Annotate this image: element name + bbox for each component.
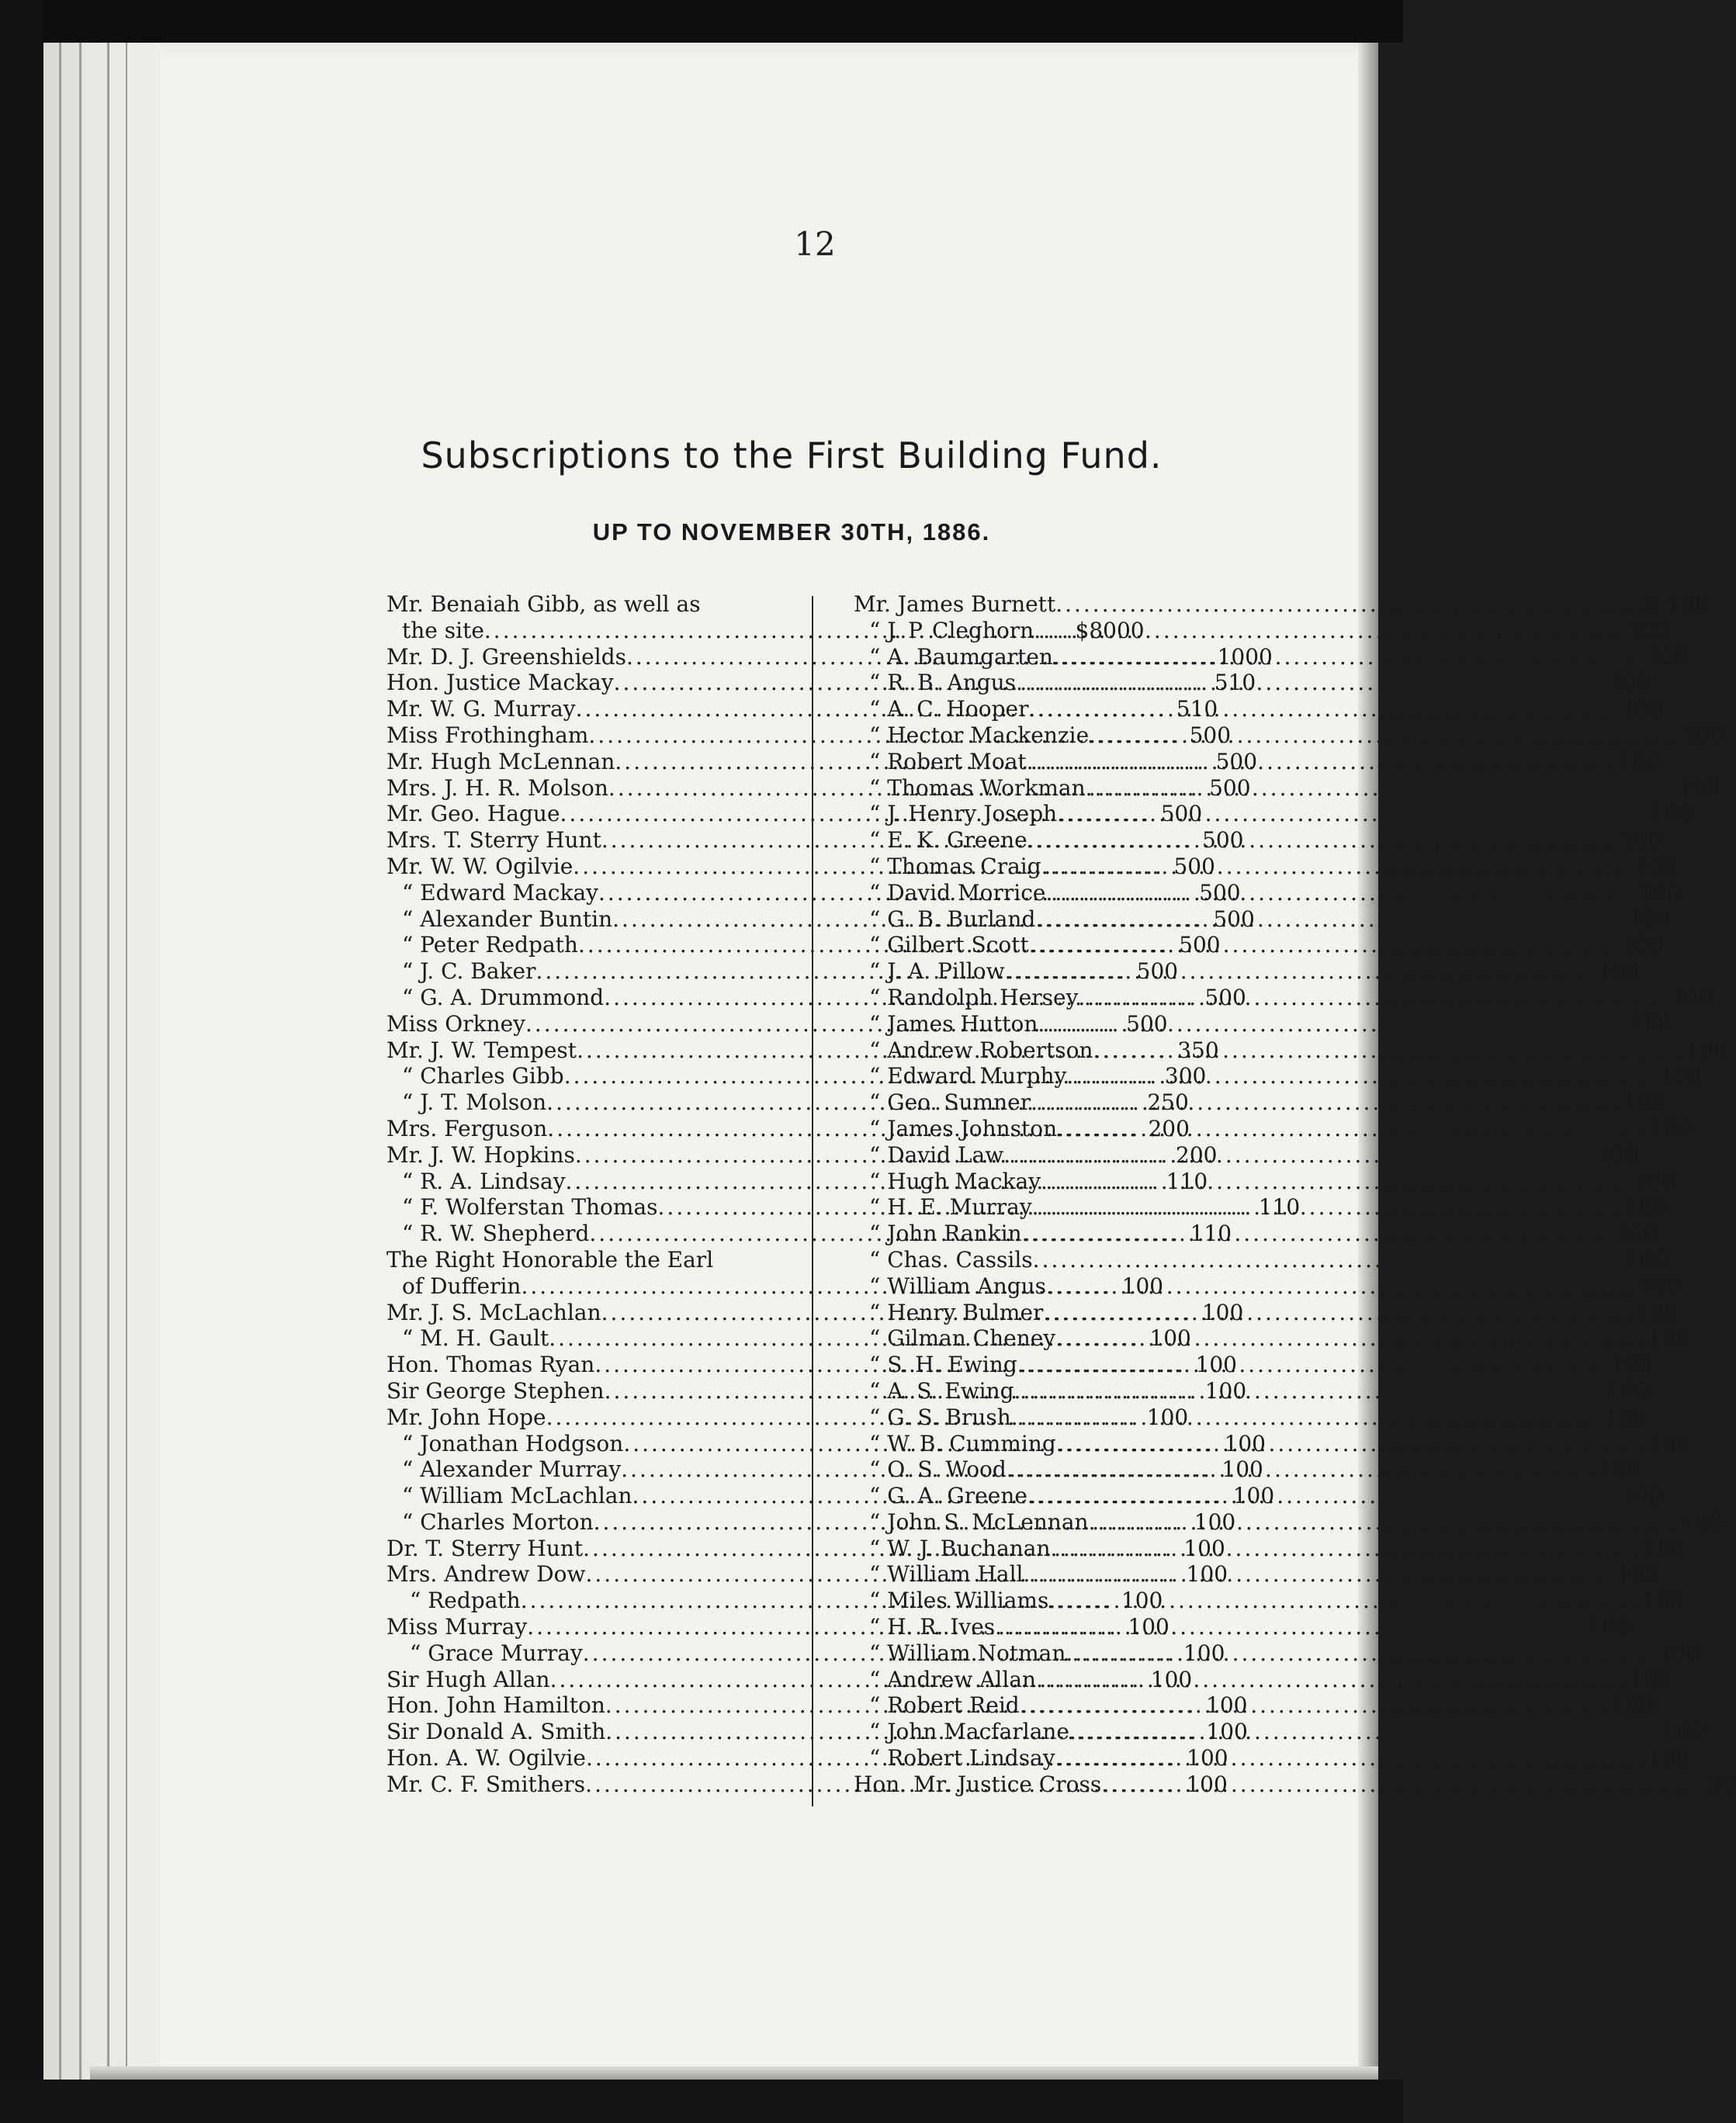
gutter-line bbox=[79, 43, 81, 2083]
dot-leader bbox=[1078, 985, 1669, 1011]
page-title: Subscriptions to the First Building Fund. bbox=[421, 435, 1163, 476]
subscription-amount: 350 bbox=[1177, 1037, 1219, 1063]
subscriber-name: “ Hector Mackenzie bbox=[869, 722, 1090, 748]
subscription-row bbox=[854, 1010, 1672, 1037]
subscription-amount: 100 bbox=[1621, 932, 1664, 958]
dot-leader bbox=[1003, 1142, 1595, 1169]
subscriber-name: Hon. A. W. Ogilvie bbox=[386, 1745, 586, 1771]
subscriber-name: “ Redpath bbox=[410, 1588, 521, 1614]
subscriber-name: Sir Hugh Allan bbox=[386, 1666, 550, 1692]
subscription-amount: 100 bbox=[1194, 1508, 1236, 1535]
dot-leader bbox=[1041, 854, 1633, 880]
subscription-amount: 110 bbox=[1258, 1194, 1301, 1221]
scan-border-top bbox=[0, 0, 1403, 43]
subscription-amount: 250 bbox=[1147, 1089, 1189, 1116]
subscription-row bbox=[854, 1640, 1700, 1667]
subscriber-name: “ G. A. Greene bbox=[869, 1483, 1027, 1509]
subscription-amount: 100 bbox=[1201, 1299, 1244, 1325]
dot-leader bbox=[1029, 932, 1620, 958]
subscriber-name: Hon. Thomas Ryan bbox=[386, 1352, 595, 1378]
subscription-amount: 100 bbox=[1121, 1273, 1164, 1299]
subscriber-name: Mr. John Hope bbox=[386, 1404, 546, 1430]
subscription-row bbox=[854, 932, 1664, 958]
subscription-amount: 100 bbox=[1634, 853, 1676, 879]
subscriber-name: “ Robert Lindsay bbox=[869, 1745, 1055, 1771]
dot-leader bbox=[1055, 1745, 1647, 1771]
dot-leader bbox=[1027, 1483, 1619, 1509]
subscriber-name: “ R. B. Angus bbox=[869, 670, 1017, 696]
subscription-row bbox=[854, 1692, 1655, 1719]
dot-leader bbox=[1014, 1378, 1606, 1404]
subscription-amount: 100 bbox=[1221, 1456, 1263, 1483]
subscriber-name: Sir Donald A. Smith bbox=[386, 1719, 606, 1745]
subscription-amount: 500 bbox=[1173, 853, 1215, 879]
subscription-amount: 100 bbox=[1620, 1483, 1662, 1509]
dot-leader bbox=[1005, 958, 1596, 985]
subscription-amount: 100 bbox=[1627, 617, 1668, 643]
subscriber-name: “ Andrew Robertson bbox=[869, 1037, 1093, 1063]
subscription-amount: 100 bbox=[1658, 1640, 1700, 1666]
subscription-amount: 1000 bbox=[1217, 643, 1273, 670]
dot-leader bbox=[1089, 722, 1680, 749]
subscription-row bbox=[854, 1719, 1704, 1745]
subscriber-name: “ A. Baumgarten bbox=[869, 643, 1053, 670]
dot-leader bbox=[1051, 1536, 1642, 1562]
dot-leader bbox=[1055, 591, 1647, 618]
subscription-row bbox=[854, 1508, 1724, 1536]
subscription-amount: 100 bbox=[1610, 1352, 1652, 1378]
subscriber-name: “ Andrew Allan bbox=[869, 1666, 1037, 1692]
dot-leader bbox=[1101, 1771, 1693, 1798]
subscription-row bbox=[854, 1404, 1646, 1431]
subscription-amount: 100 bbox=[1619, 748, 1662, 774]
subscription-row bbox=[854, 1037, 1728, 1064]
dot-leader bbox=[1036, 1667, 1627, 1693]
dot-leader bbox=[1089, 1509, 1680, 1536]
subscriber-name: Mr. J. W. Hopkins bbox=[386, 1141, 575, 1168]
subscriber-name: “ G. A. Drummond bbox=[402, 984, 605, 1010]
subscription-amount: 500 bbox=[1209, 774, 1251, 801]
subscriber-name: “ Thomas Craig bbox=[869, 853, 1041, 879]
subscription-amount: 100 bbox=[1606, 1377, 1649, 1404]
scan-border-left bbox=[0, 0, 43, 2123]
subscriber-name: “ E. K. Greene bbox=[869, 827, 1027, 854]
subscription-amount: 100 bbox=[1224, 1430, 1266, 1456]
dot-leader bbox=[1007, 1456, 1598, 1483]
subscription-amount: 300 bbox=[1164, 1063, 1207, 1089]
subscription-row bbox=[854, 958, 1640, 985]
subscription-row bbox=[854, 1168, 1675, 1195]
subscription-amount: 100 bbox=[1659, 1063, 1701, 1089]
dot-leader bbox=[1056, 1431, 1648, 1457]
dot-leader bbox=[1041, 1169, 1632, 1195]
subscription-amount: 100 bbox=[1183, 1535, 1225, 1561]
subscription-amount: 100 bbox=[1628, 906, 1670, 932]
subscription-amount: 510 bbox=[1176, 696, 1218, 722]
subscriber-name: Mrs. J. H. R. Molson bbox=[386, 774, 608, 801]
dot-leader bbox=[1053, 644, 1644, 670]
subscription-amount: 100 bbox=[1646, 643, 1688, 670]
subscription-amount: 100 bbox=[1616, 1561, 1658, 1588]
subscriber-name: of Dufferin bbox=[402, 1273, 521, 1299]
subscriber-name: Mr. Benaiah Gibb, as well as bbox=[386, 591, 701, 617]
dot-leader bbox=[1086, 775, 1677, 802]
subscription-amount: 100 bbox=[1638, 879, 1681, 906]
subscription-amount: 500 bbox=[1215, 748, 1258, 774]
subscription-amount: 100 bbox=[1648, 1745, 1690, 1771]
subscription-row bbox=[854, 696, 1664, 722]
subscriber-name: Mr. Hugh McLennan bbox=[386, 748, 615, 774]
subscriber-name: Miss Orkney bbox=[386, 1010, 525, 1037]
subscription-row bbox=[854, 1273, 1681, 1300]
dot-leader bbox=[1043, 1300, 1634, 1326]
subscription-amount: 500 bbox=[1204, 984, 1246, 1010]
subscriber-name: “ William Angus bbox=[869, 1273, 1047, 1299]
page-gutter bbox=[43, 43, 160, 2083]
dot-leader bbox=[1038, 1011, 1629, 1037]
dot-leader bbox=[995, 1614, 1586, 1640]
subscriber-name: “ Thomas Workman bbox=[869, 774, 1086, 801]
subscriber-name: Mrs. Ferguson bbox=[386, 1115, 548, 1141]
subscription-amount: 100 bbox=[1662, 1719, 1704, 1745]
subscription-amount: 500 bbox=[1202, 827, 1244, 854]
subscription-amount: 100 bbox=[1639, 1273, 1681, 1299]
subscriber-name: Mr. D. J. Greenshields bbox=[386, 643, 626, 670]
subscription-row bbox=[854, 853, 1676, 880]
subscription-amount: 100 bbox=[1620, 827, 1662, 854]
subscription-amount: 100 bbox=[1596, 1141, 1638, 1168]
subscription-row bbox=[854, 617, 1668, 644]
subscription-amount: 100 bbox=[1588, 1614, 1630, 1640]
subscription-amount: 200 bbox=[1176, 1141, 1218, 1168]
subscription-amount: 500 bbox=[1179, 932, 1221, 958]
subscriber-name: “ Gilman Cheney bbox=[869, 1325, 1056, 1352]
subscriber-name: “ G. S. Brush bbox=[869, 1404, 1011, 1430]
subscription-row bbox=[854, 1614, 1630, 1640]
subscriber-name: “ Edward Mackay bbox=[402, 879, 598, 906]
subscriber-name: The Right Honorable the Earl bbox=[386, 1246, 714, 1273]
subscriber-name: “ Peter Redpath bbox=[402, 932, 578, 958]
subscription-amount: 100 bbox=[1636, 1299, 1679, 1325]
dot-leader bbox=[1024, 1561, 1615, 1588]
subscriber-name: “ J. C. Baker bbox=[402, 958, 536, 985]
subscriber-name: “ Geo. Sumner bbox=[869, 1089, 1031, 1116]
subscription-amount: 100 bbox=[1629, 1666, 1671, 1692]
subscription-row bbox=[854, 1352, 1652, 1378]
subscription-amount: 100 bbox=[1146, 1404, 1189, 1430]
subscription-amount: 100 bbox=[1599, 1456, 1641, 1483]
subscription-amount: $ 100 bbox=[1646, 591, 1709, 617]
subscriber-name: “ Charles Morton bbox=[402, 1508, 594, 1535]
subscriber-name: “ Grace Murray bbox=[410, 1640, 583, 1666]
subscription-amount: 100 bbox=[1623, 1089, 1665, 1116]
subscriber-name: Hon. Justice Mackay bbox=[386, 670, 614, 696]
dot-leader bbox=[1035, 906, 1627, 933]
subscription-row bbox=[854, 1561, 1658, 1588]
subscriber-name: “ Randolph Hersey bbox=[869, 984, 1079, 1010]
subscription-amount: 100 bbox=[1597, 958, 1640, 985]
subscription-amount: 100 bbox=[1187, 1745, 1228, 1771]
subscriber-name: “ Charles Gibb bbox=[402, 1063, 564, 1089]
subscriber-name: “ J. A. Pillow bbox=[869, 958, 1005, 985]
subscription-row bbox=[854, 1325, 1690, 1352]
dot-leader bbox=[1045, 880, 1637, 906]
subscription-row bbox=[854, 1246, 1668, 1273]
subscription-amount: 100 bbox=[1206, 1719, 1248, 1745]
subscription-amount: 500 bbox=[1199, 879, 1241, 906]
subscription-amount: 100 bbox=[1150, 1666, 1193, 1692]
subscriber-name: “ R. W. Shepherd bbox=[402, 1221, 590, 1247]
column-divider bbox=[812, 596, 813, 1806]
subscriber-name: “ Alexander Murray bbox=[402, 1456, 622, 1483]
dot-leader bbox=[1028, 696, 1620, 722]
subscriber-name: “ Miles Williams bbox=[869, 1588, 1049, 1614]
subscriber-name: Hon. Mr. Justice Cross bbox=[854, 1771, 1102, 1797]
subscriber-name: Mr. J. S. McLachlan bbox=[386, 1299, 601, 1325]
dot-leader bbox=[1011, 1404, 1603, 1431]
subscriber-name: “ J. P. Cleghorn bbox=[869, 617, 1034, 643]
subscriber-name: “ H. R. Ives bbox=[869, 1614, 996, 1640]
subscriber-name: “ Chas. Cassils bbox=[869, 1246, 1033, 1273]
page-subtitle: UP TO NOVEMBER 30TH, 1886. bbox=[592, 518, 991, 545]
subscription-row bbox=[854, 591, 1709, 618]
subscriber-name: “ J. Henry Joseph bbox=[869, 801, 1058, 827]
subscription-amount: 500 bbox=[1189, 722, 1232, 748]
subscription-row bbox=[854, 1063, 1701, 1089]
gutter-line bbox=[126, 43, 127, 2083]
subscription-row bbox=[854, 1456, 1641, 1483]
subscription-amount: 100 bbox=[1650, 1115, 1692, 1141]
subscription-row bbox=[854, 1115, 1692, 1142]
subscription-amount: 100 bbox=[1650, 801, 1692, 827]
subscription-amount: 100 bbox=[1621, 696, 1664, 722]
subscription-amount: 100 bbox=[1186, 1561, 1228, 1588]
subscription-row bbox=[854, 1771, 1736, 1798]
subscription-amount: 100 bbox=[1183, 1640, 1225, 1666]
subscriber-name: “ H. E. Murray bbox=[869, 1194, 1032, 1221]
subscription-amount: 100 bbox=[1630, 1010, 1672, 1037]
dot-leader bbox=[1066, 1063, 1658, 1089]
subscription-amount: 100 bbox=[1682, 722, 1724, 748]
subscription-amount: 100 bbox=[1681, 1508, 1724, 1535]
subscription-amount: 100 bbox=[1206, 1692, 1248, 1719]
subscriber-name: “ William McLachlan bbox=[402, 1483, 632, 1509]
subscription-amount: 110 bbox=[1166, 1168, 1208, 1194]
subscription-amount: 100 bbox=[1686, 1037, 1728, 1063]
subscriber-name: “ William Hall bbox=[869, 1561, 1024, 1588]
subscription-row bbox=[854, 1430, 1691, 1457]
subscription-row bbox=[854, 1089, 1665, 1116]
gutter-line bbox=[59, 43, 61, 2083]
dot-leader bbox=[1032, 1194, 1623, 1221]
subscriber-name: “ J. T. Molson bbox=[402, 1089, 547, 1116]
dot-leader bbox=[1093, 1037, 1685, 1064]
subscription-amount: 100 bbox=[1232, 1483, 1275, 1509]
dot-leader bbox=[1027, 749, 1618, 775]
subscription-amount: 100 bbox=[1624, 1194, 1667, 1221]
subscriber-name: “ S. H. Ewing bbox=[869, 1352, 1017, 1378]
subscription-amount: 100 bbox=[1678, 774, 1720, 801]
subscription-row bbox=[854, 1666, 1671, 1693]
dot-leader bbox=[1046, 1273, 1637, 1300]
subscriber-name: Mr. James Burnett bbox=[854, 591, 1056, 617]
dot-leader bbox=[1048, 1588, 1640, 1614]
subscription-amount: 100 bbox=[1121, 1588, 1163, 1614]
subscriber-name: “ Alexander Buntin bbox=[402, 906, 613, 932]
subscriber-name: Mr. J. W. Tempest bbox=[386, 1037, 577, 1063]
subscription-amount: 50 bbox=[1708, 1771, 1736, 1797]
subscriber-name: “ Robert Moat bbox=[869, 748, 1027, 774]
subscription-amount: 100 bbox=[1204, 1377, 1247, 1404]
subscription-amount: $8000 bbox=[1075, 617, 1145, 643]
subscription-amount: 100 bbox=[1614, 1221, 1657, 1247]
subscription-row bbox=[854, 1377, 1649, 1404]
subscription-amount: 100 bbox=[1612, 1692, 1655, 1719]
subscriber-name: “ James Johnston bbox=[869, 1115, 1058, 1141]
subscription-row bbox=[854, 1745, 1690, 1771]
subscription-row bbox=[854, 1299, 1679, 1326]
subscriber-name: Mr. W. G. Murray bbox=[386, 696, 576, 722]
subscription-amount: 500 bbox=[1136, 958, 1179, 985]
dot-leader bbox=[1057, 801, 1648, 827]
dot-leader bbox=[1057, 1116, 1648, 1142]
subscriber-name: “ Edward Murphy bbox=[869, 1063, 1067, 1089]
scan-border-bottom bbox=[0, 2080, 1403, 2123]
subscription-amount: 100 bbox=[1648, 1430, 1691, 1456]
subscriber-name: “ Henry Bulmer bbox=[869, 1299, 1044, 1325]
subscription-amount: 100 bbox=[1609, 670, 1651, 696]
subscriber-name: Hon. John Hamilton bbox=[386, 1692, 605, 1719]
subscriber-name: Mrs. T. Sterry Hunt bbox=[386, 827, 601, 854]
subscriber-name: “ William Notman bbox=[869, 1640, 1066, 1666]
subscription-row bbox=[854, 1141, 1638, 1169]
subscriber-name: “ O. S. Wood bbox=[869, 1456, 1007, 1483]
subscriber-name: Sir George Stephen bbox=[386, 1377, 605, 1404]
subscription-amount: 110 bbox=[1190, 1221, 1232, 1247]
dot-leader bbox=[1016, 670, 1607, 696]
dot-leader bbox=[1020, 1692, 1611, 1719]
dot-leader bbox=[1027, 827, 1619, 854]
subscriber-name: Miss Frothingham bbox=[386, 722, 589, 748]
subscriber-name: “ W. B. Cumming bbox=[869, 1430, 1056, 1456]
subscriber-name: “ F. Wolferstan Thomas bbox=[402, 1194, 658, 1221]
subscriber-name: “ R. A. Lindsay bbox=[402, 1168, 566, 1194]
subscriber-name: Mr. C. F. Smithers bbox=[386, 1771, 586, 1797]
subscriber-name: “ David Morrice bbox=[869, 879, 1046, 906]
subscription-row bbox=[854, 1588, 1683, 1614]
subscription-amount: 200 bbox=[1148, 1115, 1190, 1141]
subscription-row bbox=[386, 591, 778, 618]
subscriber-name: “ G. B. Burland bbox=[869, 906, 1036, 932]
subscription-row bbox=[854, 801, 1692, 827]
subscriber-name: Mr. Geo. Hague bbox=[386, 801, 560, 827]
subscriber-name: Miss Murray bbox=[386, 1614, 528, 1640]
dot-leader bbox=[1017, 1352, 1609, 1378]
subscriber-name: Mr. W. W. Ogilvie bbox=[386, 853, 573, 879]
subscription-amount: 100 bbox=[1195, 1352, 1237, 1378]
subscriber-name: “ John Macfarlane bbox=[869, 1719, 1070, 1745]
subscription-row bbox=[854, 1483, 1662, 1509]
subscription-row bbox=[386, 1247, 778, 1273]
subscriber-name: “ Robert Reid bbox=[869, 1692, 1020, 1719]
subscription-amount: 500 bbox=[1213, 906, 1255, 932]
subscription-row bbox=[854, 1535, 1686, 1562]
subscriber-name: Mrs. Andrew Dow bbox=[386, 1561, 586, 1588]
subscriber-name: “ John Rankin bbox=[869, 1221, 1022, 1247]
subscriber-name: “ David Law bbox=[869, 1141, 1004, 1168]
subscription-amount: 500 bbox=[1126, 1010, 1168, 1037]
subscriber-name: “ James Hutton bbox=[869, 1010, 1038, 1037]
subscriber-name: Dr. T. Sterry Hunt bbox=[386, 1535, 584, 1561]
subscriber-name: “ John S. McLennan bbox=[869, 1508, 1089, 1535]
subscription-amount: 100 bbox=[1186, 1771, 1228, 1797]
dot-leader bbox=[1066, 1640, 1657, 1667]
subscription-amount: 100 bbox=[1128, 1614, 1169, 1640]
dot-leader bbox=[1033, 1247, 1624, 1273]
subscriber-name: “ Hugh Mackay bbox=[869, 1168, 1041, 1194]
page-number: 12 bbox=[794, 225, 836, 263]
dot-leader bbox=[1034, 618, 1625, 644]
subscriber-name: “ W. J. Buchanan bbox=[869, 1535, 1051, 1561]
subscription-amount: 100 bbox=[1671, 984, 1713, 1010]
gutter-line bbox=[107, 43, 109, 2083]
subscription-amount: 100 bbox=[1648, 1325, 1690, 1352]
subscription-amount: 100 bbox=[1643, 1535, 1686, 1561]
subscription-amount: 100 bbox=[1634, 1168, 1675, 1194]
dot-leader bbox=[1031, 1089, 1622, 1116]
dot-leader bbox=[1055, 1325, 1647, 1352]
subscription-amount: 100 bbox=[1603, 1404, 1646, 1430]
subscriber-name: “ A. C. Hooper bbox=[869, 696, 1029, 722]
subscriber-name: “ A. S. Ewing bbox=[869, 1377, 1014, 1404]
subscriber-name: “ M. H. Gault bbox=[402, 1325, 549, 1352]
subscription-amount: 100 bbox=[1149, 1325, 1191, 1352]
subscriber-name: “ Gilbert Scott bbox=[869, 932, 1029, 958]
subscription-amount: 100 bbox=[1625, 1246, 1668, 1273]
dot-leader bbox=[1069, 1719, 1661, 1745]
subscription-amount: 510 bbox=[1214, 670, 1256, 696]
subscriber-name: the site bbox=[402, 617, 484, 643]
subscription-amount: 100 bbox=[1641, 1588, 1683, 1614]
subscriber-name: “ Jonathan Hodgson bbox=[402, 1430, 624, 1456]
subscription-amount: 500 bbox=[1160, 801, 1203, 827]
dot-leader bbox=[1022, 1221, 1613, 1247]
